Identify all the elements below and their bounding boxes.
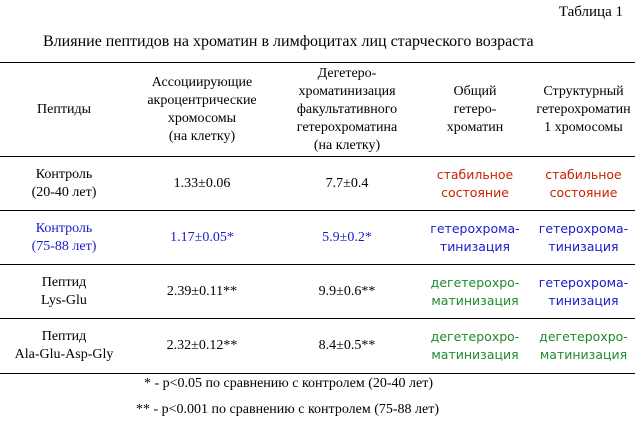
- cell-peptide: [0, 211, 128, 265]
- text-line: гетеро-: [453, 101, 497, 117]
- cell-dehet: 9.9±0.6**: [318, 283, 376, 299]
- text-line: гетерохроматина: [296, 119, 398, 135]
- text-line: хроматин: [446, 119, 504, 135]
- text-line: тинизация: [548, 292, 619, 308]
- cell-general-heterochromatin: [418, 319, 532, 374]
- text-line: матинизация: [431, 347, 519, 362]
- text-line: Пептид: [41, 329, 87, 344]
- data-table: [0, 62, 635, 374]
- text-line: хроматинизация: [298, 83, 396, 99]
- text-line: Пептид: [41, 274, 87, 290]
- cell-general-heterochromatin: [418, 211, 532, 265]
- cell-peptide: [0, 319, 128, 374]
- text-line: дегетерохро-: [430, 329, 520, 344]
- text-line: (на клетку): [168, 128, 236, 144]
- text-line: стабильное: [436, 166, 514, 182]
- text-line: Контроль: [35, 166, 93, 182]
- table-row-control-old: [0, 211, 635, 265]
- cell-general-heterochromatin: [418, 265, 532, 319]
- table-title: Влияние пептидов на хроматин в лимфоцитах лиц старческого возраста: [43, 33, 534, 50]
- cell-assoc: 1.17±0.05*: [170, 229, 234, 245]
- text-line: гетерохрома-: [538, 274, 629, 290]
- text-line: Структурный: [543, 83, 624, 99]
- text-line: факультативного: [296, 101, 398, 117]
- cell-dehet: 5.9±0.2*: [322, 229, 372, 245]
- cell-assoc: 1.33±0.06: [173, 175, 231, 191]
- cell-peptide: [0, 265, 128, 319]
- text-line: (20-40 лет): [31, 184, 97, 200]
- text-line: Общий: [453, 83, 497, 99]
- footnote-1: * - p<0.05 по сравнению с контролем (20-40 лет): [144, 376, 434, 391]
- text-line: (на клетку): [313, 137, 381, 153]
- cell-peptide: [0, 157, 128, 211]
- table-caption: Таблица 1: [558, 4, 623, 20]
- text-line: состояние: [441, 184, 509, 200]
- text-line: Пептиды: [37, 101, 91, 117]
- cell-assoc: 2.32±0.12**: [166, 338, 238, 353]
- text-line: состояние: [549, 184, 618, 200]
- cell-assoc: 2.39±0.11**: [166, 283, 238, 299]
- cell-structural-heterochromatin: [532, 211, 635, 265]
- header-deheterochromatinization: [276, 63, 418, 157]
- text-line: 1 хромосомы: [544, 119, 623, 135]
- header-peptides: [0, 63, 128, 157]
- text-line: стабильное: [545, 166, 622, 182]
- cell-structural-heterochromatin: [532, 319, 635, 374]
- text-line: (75-88 лет): [31, 238, 97, 254]
- text-line: Lys-Glu: [41, 292, 87, 308]
- table-row-peptide-lys-glu: [0, 265, 635, 319]
- header-general-heterochromatin: [418, 63, 532, 157]
- text-line: хромосомы: [167, 110, 237, 126]
- text-line: Контроль: [35, 220, 93, 236]
- text-line: гетерохрома-: [538, 220, 629, 236]
- text-line: дегетерохро-: [539, 329, 628, 344]
- text-line: дегетерохро-: [430, 274, 520, 290]
- text-line: акроцентрические: [147, 92, 257, 108]
- table-row-peptide-ala-glu-asp-gly: [0, 319, 635, 374]
- cell-structural-heterochromatin: [532, 157, 635, 211]
- cell-dehet: 8.4±0.5**: [318, 338, 376, 353]
- text-line: Дегетеро-: [317, 65, 377, 81]
- text-line: тинизация: [439, 238, 511, 254]
- cell-general-heterochromatin: [418, 157, 532, 211]
- table-row-control-young: [0, 157, 635, 211]
- header-assoc-chromosomes: [128, 63, 276, 157]
- text-line: Ассоциирующие: [151, 74, 253, 90]
- cell-dehet: 7.7±0.4: [325, 175, 369, 191]
- text-line: гетерохрома-: [430, 220, 520, 236]
- footnote-2: ** - p<0.001 по сравнению с контролем (75-88 лет): [136, 402, 440, 417]
- header-row: [0, 63, 635, 157]
- text-line: тинизация: [548, 238, 619, 254]
- text-line: матинизация: [431, 292, 519, 308]
- text-line: гетерохроматин: [536, 101, 631, 117]
- text-line: Ala-Glu-Asp-Gly: [14, 347, 114, 362]
- text-line: матинизация: [539, 347, 628, 362]
- header-structural-heterochromatin: [532, 63, 635, 157]
- cell-structural-heterochromatin: [532, 265, 635, 319]
